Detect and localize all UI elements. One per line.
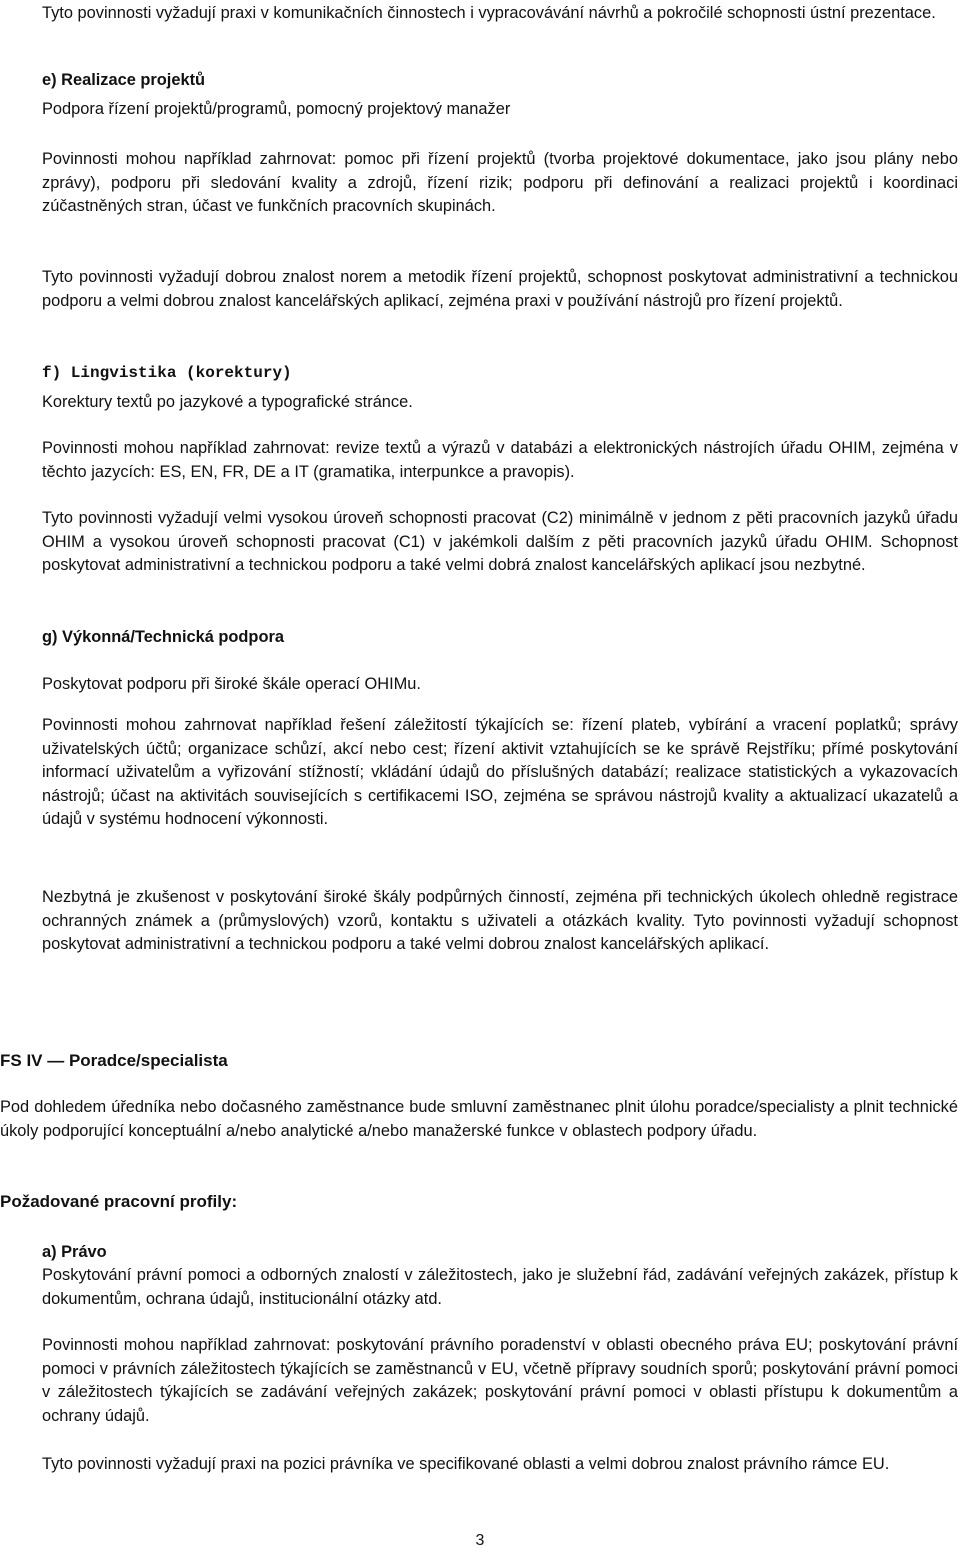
heading-required-profiles: Požadované pracovní profily: bbox=[0, 1192, 238, 1211]
paragraph-e-requirements: Tyto povinnosti vyžadují dobrou znalost norem a metodik řízení projektů, schopnost poskytovat administrativní a technickou podporu a velmi dobrou znalost kancelářských aplikací, zejména praxi v používání nástrojů pro řízení projektů. bbox=[42, 268, 958, 310]
paragraph-f-summary: Korektury textů po jazykové a typografické stránce. bbox=[42, 393, 413, 411]
paragraph-f-duties: Povinnosti mohou například zahrnovat: revize textů a výrazů v databázi a elektronických nástrojích úřadu OHIM, zejména v těchto jazycích: ES, EN, FR, DE a IT (gramatika, interpunkce a pravopis). bbox=[42, 439, 958, 481]
paragraph-fs-iv-description: Pod dohledem úředníka nebo dočasného zaměstnance bude smluvní zaměstnanec plnit úlohu poradce/specialisty a plnit technické úkoly podporující konceptuální a/nebo analytické a/nebo manažerské funkce v oblastech podpory úřadu. bbox=[0, 1098, 958, 1140]
heading-f-linguistics: f) Lingvistika (korektury) bbox=[42, 364, 292, 382]
heading-fs-iv: FS IV — Poradce/specialista bbox=[0, 1051, 228, 1070]
paragraph-a-summary: Poskytování právní pomoci a odborných znalostí v záležitostech, jako je služební řád, zadávání veřejných zakázek, přístup k dokumentům, ochrana údajů, institucionální otázky atd. bbox=[42, 1266, 958, 1308]
paragraph-g-requirements: Nezbytná je zkušenost v poskytování široké škály podpůrných činností, zejména při technických úkolech ohledně registrace ochranných známek a (průmyslových) vzorů, kontaktu s uživateli a otázkách kvality. Tyto povinnosti vyžadují schopnost poskytovat administrativní a technickou podporu a také velmi dobrou znalost kancelářských aplikací. bbox=[42, 888, 958, 954]
paragraph-a-requirements: Tyto povinnosti vyžadují praxi na pozici právníka ve specifikované oblasti a velmi dobrou znalost právního rámce EU. bbox=[42, 1455, 890, 1473]
paragraph-g-summary: Poskytovat podporu při široké škále operací OHIMu. bbox=[42, 675, 421, 693]
paragraph-e-summary: Podpora řízení projektů/programů, pomocný projektový manažer bbox=[42, 100, 511, 118]
page-number: 3 bbox=[475, 1532, 485, 1549]
paragraph-intro: Tyto povinnosti vyžadují praxi v komunikačních činnostech i vypracovávání návrhů a pokročilé schopnosti ústní prezentace. bbox=[42, 4, 936, 22]
paragraph-a-duties: Povinnosti mohou například zahrnovat: poskytování právního poradenství v oblasti obecného práva EU; poskytování právní pomoci v právních záležitostech týkajících se zaměstnanců v EU, včetně přípravy soudních sporů; poskytování právní pomoci v záležitostech týkajících se zadávání veřejných zakázek; poskytování právní pomoci v oblasti přístupu k dokumentům a ochrany údajů. bbox=[42, 1336, 958, 1425]
heading-g-executive-support: g) Výkonná/Technická podpora bbox=[42, 628, 284, 646]
heading-e-project-implementation: e) Realizace projektů bbox=[42, 71, 206, 89]
paragraph-f-requirements: Tyto povinnosti vyžadují velmi vysokou úroveň schopnosti pracovat (C2) minimálně v jednom z pěti pracovních jazyků úřadu OHIM a vysokou úroveň schopnosti pracovat (C1) v jakémkoli dalším z pěti pracovních jazyků úřadu OHIM. Schopnost poskytovat administrativní a technickou podporu a také velmi dobrá znalost kancelářských aplikací jsou nezbytné. bbox=[42, 509, 958, 575]
heading-a-law: a) Právo bbox=[42, 1243, 107, 1261]
paragraph-g-duties: Povinnosti mohou zahrnovat například řešení záležitostí týkajících se: řízení plateb, vybírání a vracení poplatků; správy uživatelských účtů; organizace schůzí, akcí nebo cest; řízení aktivit vztahujících se ke správě Rejstříku; přímé poskytování informací uživatelům a vyřizování stížností; vkládání údajů do příslušných databází; realizace statistických a vykazovacích nástrojů; účast na aktivitách souvisejících s certifikacemi ISO, zejména se správou nástrojů kvality a aktualizací ukazatelů a údajů v systému hodnocení výkonnosti. bbox=[42, 716, 958, 829]
paragraph-e-duties: Povinnosti mohou například zahrnovat: pomoc při řízení projektů (tvorba projektové dokumentace, jako jsou plány nebo zprávy), podporu při sledování kvality a zdrojů, řízení rizik; podporu při definování a realizaci projektů i koordinaci zúčastněných stran, účast ve funkčních pracovních skupinách. bbox=[42, 150, 958, 216]
